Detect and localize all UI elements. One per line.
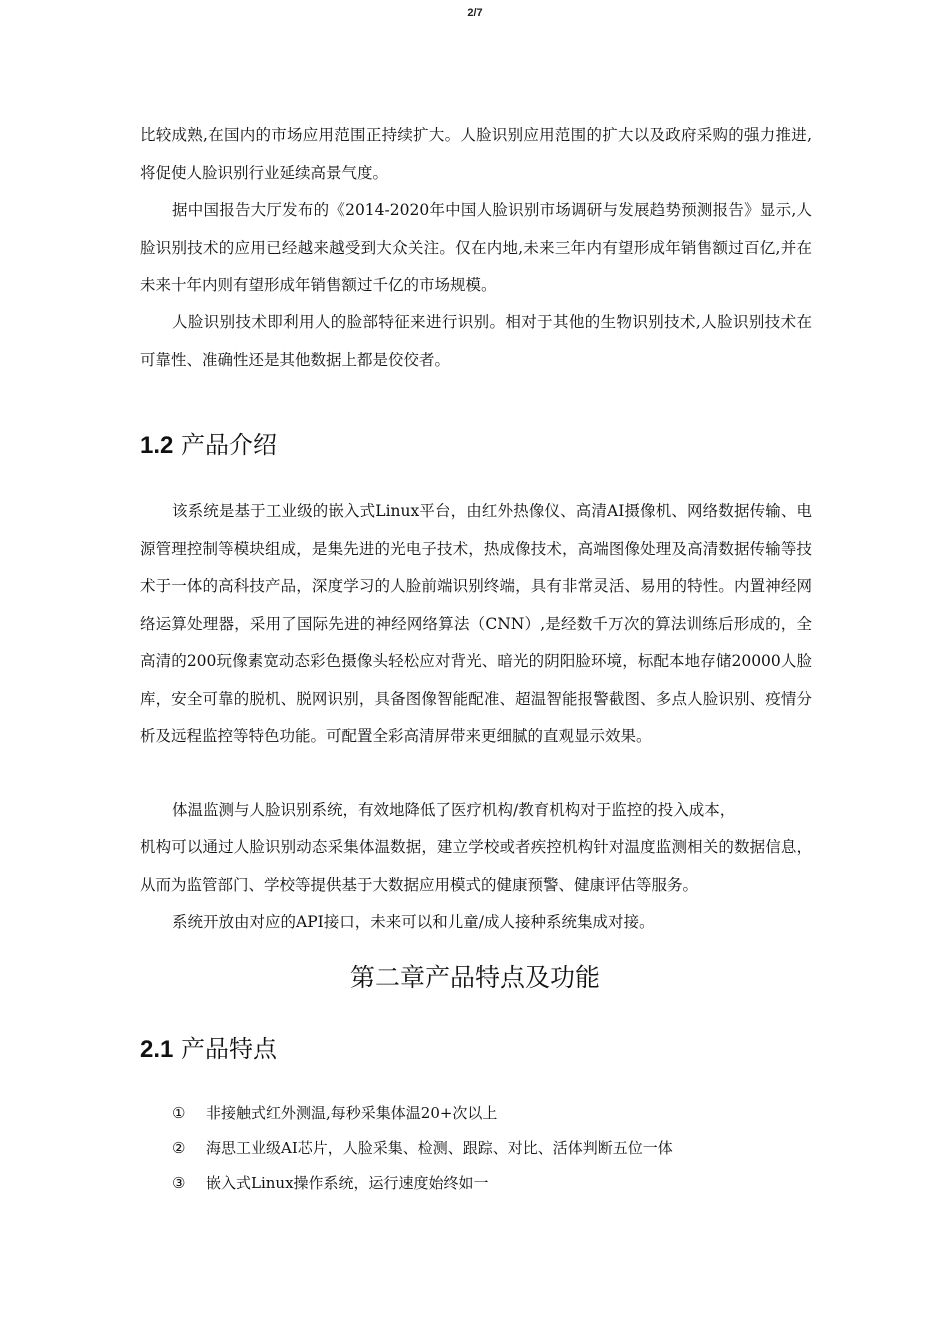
section-title: 产品特点 <box>181 1035 278 1063</box>
section-number: 1.2 <box>140 432 174 459</box>
list-item-text: 非接触式红外测温,每秒采集体温20+次以上 <box>206 1104 498 1122</box>
list-item-text: 嵌入式Linux操作系统，运行速度始终如一 <box>206 1174 489 1192</box>
intro-paragraph-1: 比较成熟,在国内的市场应用范围正持续扩大。人脸识别应用范围的扩大以及政府采购的强力推进,将促使人脸识别行业延续高景气度。 <box>140 126 812 182</box>
section-heading-1-2 <box>140 430 277 461</box>
temperature-monitoring-paragraph: 体温监测与人脸识别系统，有效地降低了医疗机构/教育机构对于监控的投入成本， <box>172 801 736 819</box>
section-title: 产品介绍 <box>181 431 278 459</box>
intro-paragraph-2: 据中国报告大厅发布的《2014-2020年中国人脸识别市场调研与发展趋势预测报告》显示,人脸识别技术的应用已经越来越受到大众关注。仅在内地,未来三年内有望形成年销售额过百亿,并在未来十年内则有望形成年销售额过千亿的市场规模。 <box>140 201 812 294</box>
list-marker: ③ <box>172 1174 186 1192</box>
institution-paragraph: 机构可以通过人脸识别动态采集体温数据，建立学校或者疾控机构针对温度监测相关的数据信息，从而为监管部门、学校等提供基于大数据应用模式的健康预警、健康评估等服务。 <box>140 838 812 894</box>
page-number: 2/7 <box>467 7 483 19</box>
list-item-text: 海思工业级AI芯片，人脸采集、检测、跟踪、对比、活体判断五位一体 <box>206 1139 673 1157</box>
list-item <box>172 1131 673 1166</box>
list-marker: ② <box>172 1139 186 1157</box>
list-item <box>172 1096 673 1131</box>
list-marker: ① <box>172 1104 186 1122</box>
section-heading-2-1 <box>140 1034 277 1065</box>
feature-list <box>172 1096 673 1201</box>
chapter-2-title: 第二章产品特点及功能 <box>349 963 600 992</box>
product-intro-paragraph: 该系统是基于工业级的嵌入式Linux平台，由红外热像仪、高清AI摄像机、网络数据传输、电源管理控制等模块组成，是集先进的光电子技术，热成像技术，高端图像处理及高清数据传输等技术于一体的高科技产品，深度学习的人脸前端识别终端，具有非常灵活、易用的特性。内置神经网络运算处理器，采用了国际先进的神经网络算法（CNN）,是经数千万次的算法训练后形成的，全高清的200玩像素宽动态彩色摄像头轻松应对背光、暗光的阴阳脸环境，标配本地存储20000人脸库，安全可靠的脱机、脱网识别，具备图像智能配准、超温智能报警截图、多点人脸识别、疫情分析及远程监控等特色功能。可配置全彩高清屏带来更细腻的直观显示效果。 <box>140 502 812 745</box>
intro-paragraph-3: 人脸识别技术即利用人的脸部特征来进行识别。相对于其他的生物识别技术,人脸识别技术在可靠性、准确性还是其他数据上都是佼佼者。 <box>140 313 812 369</box>
list-item <box>172 1166 673 1201</box>
api-paragraph: 系统开放由对应的API接口，未来可以和儿童/成人接种系统集成对接。 <box>172 913 655 931</box>
section-number: 2.1 <box>140 1036 174 1063</box>
